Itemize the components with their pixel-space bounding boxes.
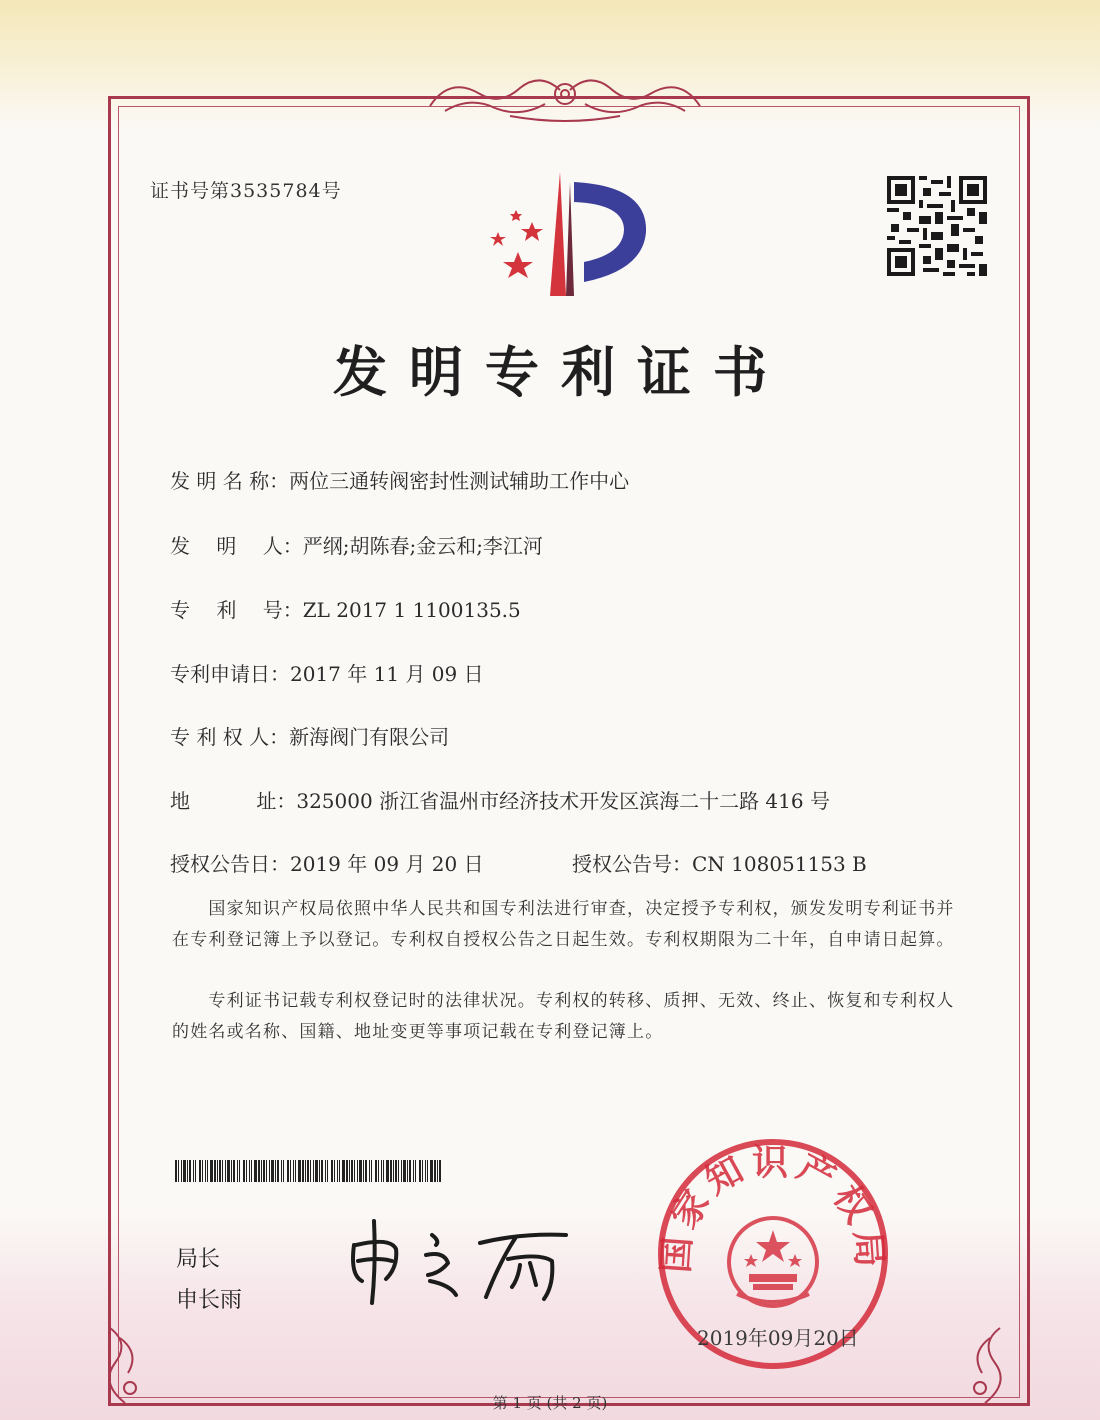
page-indicator: 第 1 页 (共 2 页) (492, 1394, 608, 1412)
svg-text:国家知识产权局: 国家知识产权局 (654, 1141, 892, 1275)
field-value: 两位三通转阀密封性测试辅助工作中心 (289, 469, 630, 493)
field-patent-number (170, 594, 521, 623)
field-grant-number (572, 848, 867, 877)
field-value: CN 108051153 B (692, 852, 867, 876)
certificate-title: 发明专利证书 (333, 340, 789, 404)
field-invention-name (170, 465, 629, 494)
field-address (170, 785, 830, 814)
field-value: 2017 年 11 月 09 日 (290, 662, 484, 686)
field-label: 地 址： (170, 789, 297, 813)
field-value: 2019 年 09 月 20 日 (290, 852, 484, 876)
barcode-icon (175, 1160, 443, 1182)
field-label: 专利申请日： (170, 662, 290, 686)
field-grant-date (170, 848, 484, 877)
field-value: 新海阀门有限公司 (289, 725, 450, 749)
field-label: 授权公告日： (170, 852, 290, 876)
cnipa-logo-icon (488, 170, 658, 296)
field-application-date (170, 658, 484, 687)
handwritten-signature-icon (340, 1215, 580, 1305)
field-label: 发 明 名 称： (170, 469, 290, 493)
qr-code-icon (887, 176, 987, 276)
field-label: 专 利 号： (170, 598, 303, 622)
field-value: 325000 浙江省温州市经济技术开发区滨海二十二路 416 号 (296, 789, 830, 813)
top-ornament-icon (410, 66, 720, 126)
director-title: 局长 (176, 1247, 221, 1272)
field-label: 发 明 人： (170, 534, 303, 558)
certificate-number: 证书号第3535784号 (150, 180, 342, 202)
body-paragraph: 国家知识产权局依照中华人民共和国专利法进行审查，决定授予专利权，颁发发明专利证书并在专利登记簿上予以登记。专利权自授权公告之日起生效。专利权期限为二十年，自申请日起算。 (172, 899, 955, 950)
director-name: 申长雨 (176, 1288, 243, 1313)
seal-date: 2019年09月20日 (697, 1326, 859, 1350)
body-paragraph: 专利证书记载专利权登记时的法律状况。专利权的转移、质押、无效、终止、恢复和专利权人的姓名或名称、国籍、地址变更等事项记载在专利登记簿上。 (172, 991, 955, 1042)
field-label: 授权公告号： (572, 852, 692, 876)
field-inventors (170, 530, 543, 559)
field-value: 严纲;胡陈春;金云和;李江河 (302, 534, 543, 558)
field-patentee (170, 721, 449, 750)
field-value: ZL 2017 1 1100135.5 (302, 598, 521, 622)
field-label: 专 利 权 人： (170, 725, 290, 749)
